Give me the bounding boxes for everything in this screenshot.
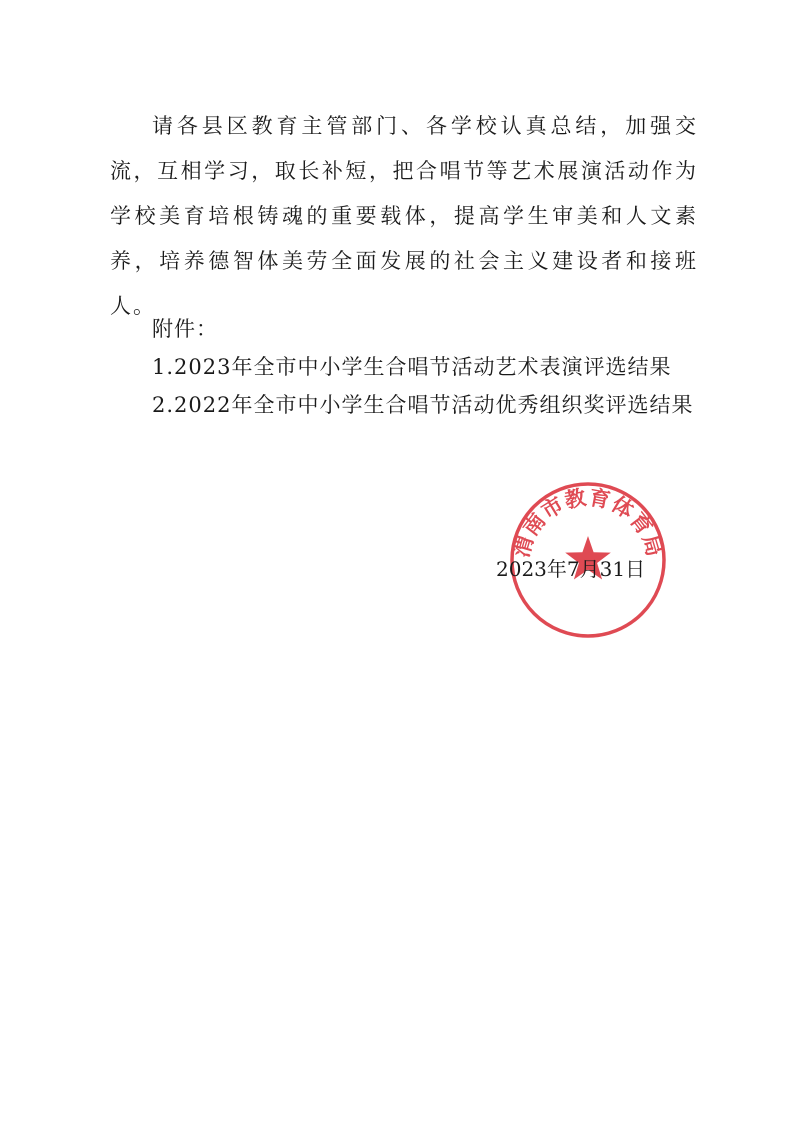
attachments-section	[152, 310, 712, 424]
svg-text:渭南市教育体育局: 渭南市教育体育局	[508, 484, 668, 560]
attachments-title: 附件：	[152, 317, 218, 341]
document-date: 2023年7月31日	[496, 557, 646, 581]
attachment-item-1: 1.2023年全市中小学生合唱节活动艺术表演评选结果	[152, 355, 672, 379]
body-paragraph: 请各县区教育主管部门、各学校认真总结，加强交流，互相学习，取长补短，把合唱节等艺术展演活动作为学校美育培根铸魂的重要载体，提高学生审美和人文素养，培养德智体美劳全面发展的社会主义建设者和接班人。	[110, 114, 698, 318]
attachment-item-2: 2.2022年全市中小学生合唱节活动优秀组织奖评选结果	[152, 393, 694, 417]
